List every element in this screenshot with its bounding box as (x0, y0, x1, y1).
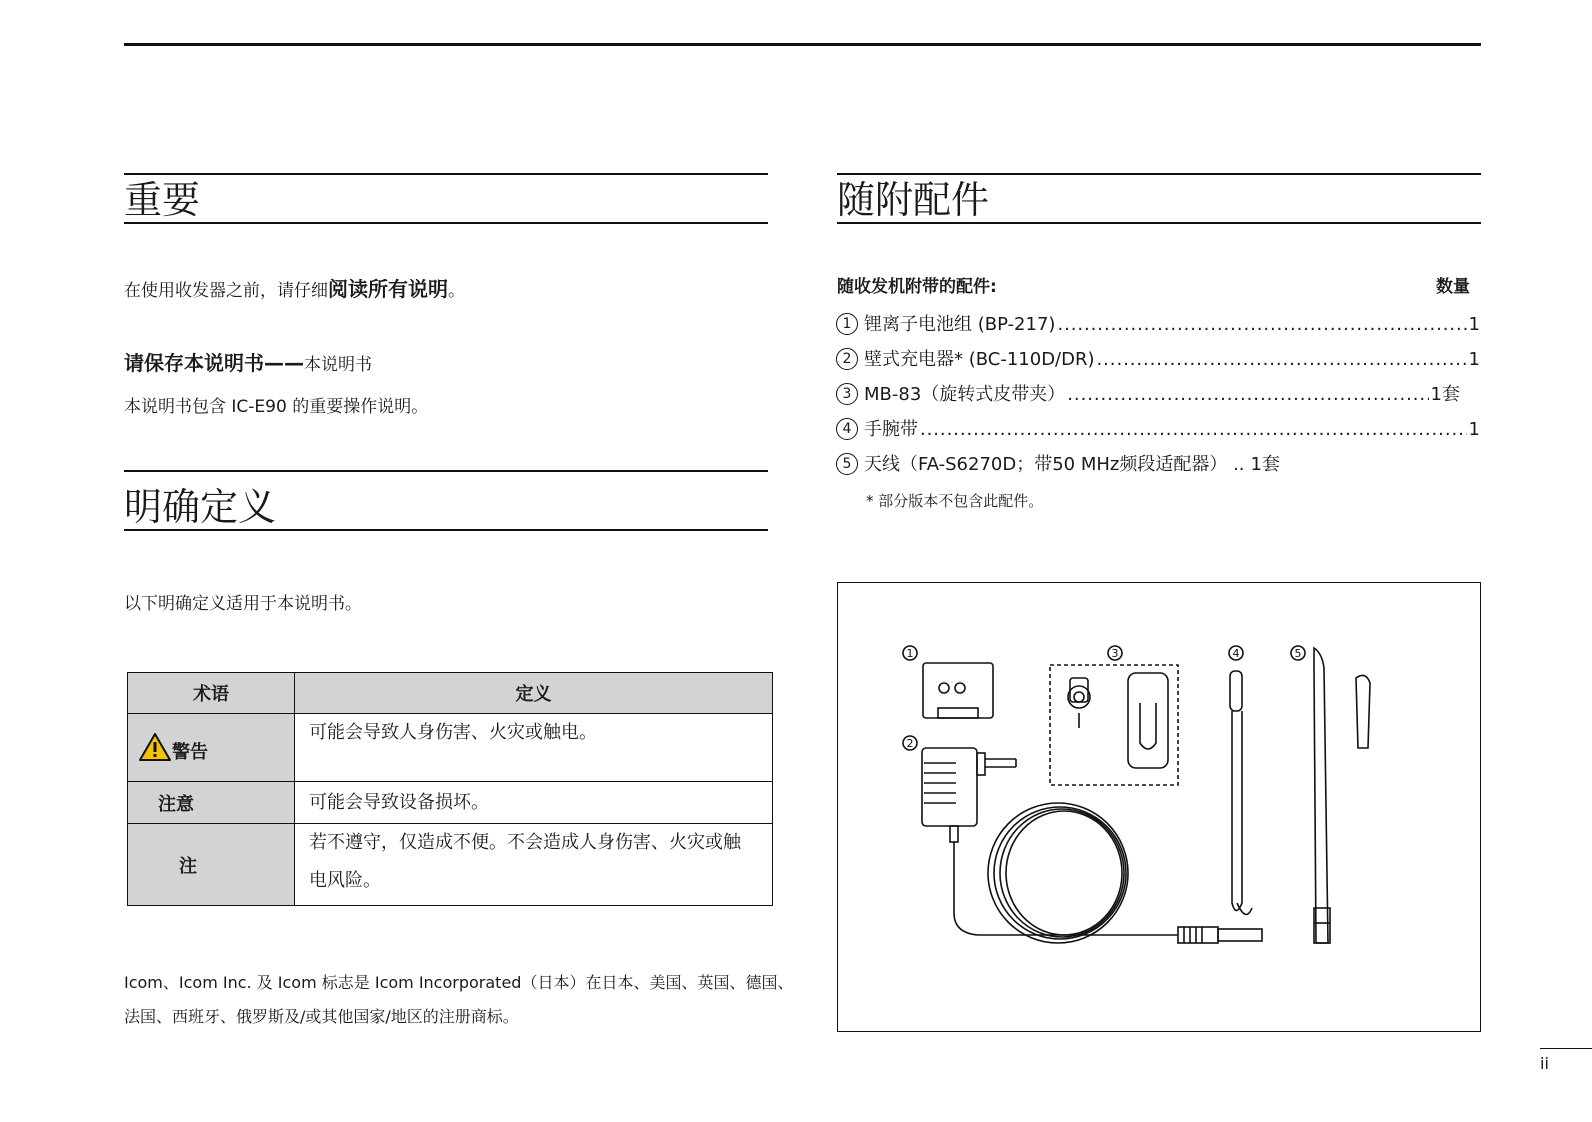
accessories-title: 随附配件 (837, 178, 990, 222)
accessories-illustration (838, 583, 1479, 1030)
page-number: ii (1540, 1054, 1549, 1073)
item-name: MB-83（旋转式皮带夹） (864, 384, 1066, 405)
fig-label-2: 2 (906, 737, 914, 750)
list-item (836, 418, 1480, 442)
item-name: 天线（FA-S6270D；带50 MHz频段适配器） .. (864, 454, 1245, 475)
definitions-title: 明确定义 (124, 485, 277, 529)
fig-label-3: 3 (1111, 647, 1119, 660)
item-qty: 1 (1468, 419, 1480, 440)
important-text: 在使用收发器之前，请仔细阅读所有说明。 (124, 277, 465, 301)
list-item (836, 313, 1480, 337)
definitions-intro: 以下明确定义适用于本说明书。 (124, 594, 362, 614)
accessories-list-heading: 随收发机附带的配件: (837, 277, 997, 297)
def-note-line1: 若不遵守，仅造成不便。不会造成人身伤害、火灾或触 (309, 832, 741, 853)
fig-label-1: 1 (906, 647, 914, 660)
item-name: 锂离子电池组 (BP-217) (864, 314, 1056, 335)
header-term: 术语 (128, 673, 295, 714)
item-name: 手腕带 (864, 419, 918, 440)
definitions-top-rule (124, 470, 768, 472)
definitions-table (127, 672, 773, 906)
item-number: 1 (836, 313, 858, 335)
save-manual-heading: 请保存本说明书——本说明书 (124, 351, 372, 375)
term-caution: 注意 (128, 782, 295, 824)
accessories-top-rule (837, 173, 1481, 175)
list-item (836, 348, 1480, 372)
header-definition: 定义 (295, 673, 773, 714)
warning-icon (138, 732, 172, 762)
important-top-rule (124, 173, 768, 175)
trademark-line-1: Icom、Icom Inc. 及 Icom 标志是 Icom Incorporated（日本）在日本、美国、英国、德国、 (124, 973, 794, 992)
item-name: 壁式充电器* (BC-110D/DR) (864, 349, 1095, 370)
trademark-line-2: 法国、西班牙、俄罗斯及/或其他国家/地区的注册商标。 (124, 1007, 519, 1026)
item-qty: 1套 (1430, 384, 1460, 405)
def-warning: 可能会导致人身伤害、火灾或触电。 (295, 714, 773, 782)
important-title: 重要 (124, 178, 201, 222)
item-number: 4 (836, 418, 858, 440)
page-number-rule (1540, 1048, 1592, 1049)
footnote: * 部分版本不包含此配件。 (866, 492, 1044, 510)
important-bottom-rule (124, 222, 768, 224)
term-warning (128, 714, 295, 782)
item-qty: 1套 (1250, 454, 1280, 475)
list-item (836, 383, 1460, 407)
item-number: 3 (836, 383, 858, 405)
save-manual-text: 本说明书包含 IC-E90 的重要操作说明。 (124, 397, 429, 417)
list-item (836, 453, 1280, 477)
table-header-row (128, 673, 773, 714)
item-qty: 1 (1468, 314, 1480, 335)
definitions-bottom-rule (124, 529, 768, 531)
table-row (128, 782, 773, 824)
def-note-line2: 电风险。 (309, 870, 381, 891)
item-number: 5 (836, 453, 858, 475)
def-caution: 可能会导致设备损坏。 (295, 782, 773, 824)
quantity-heading: 数量 (1436, 277, 1470, 297)
table-row (128, 714, 773, 782)
term-warning-label: 警告 (172, 741, 208, 763)
fig-label-4: 4 (1232, 647, 1240, 660)
def-note (295, 824, 773, 906)
top-rule (124, 43, 1481, 46)
term-note: 注 (128, 824, 295, 906)
accessories-figure (837, 582, 1481, 1032)
item-number: 2 (836, 348, 858, 370)
fig-label-5: 5 (1294, 647, 1302, 660)
accessories-bottom-rule (837, 222, 1481, 224)
table-row (128, 824, 773, 906)
item-qty: 1 (1468, 349, 1480, 370)
